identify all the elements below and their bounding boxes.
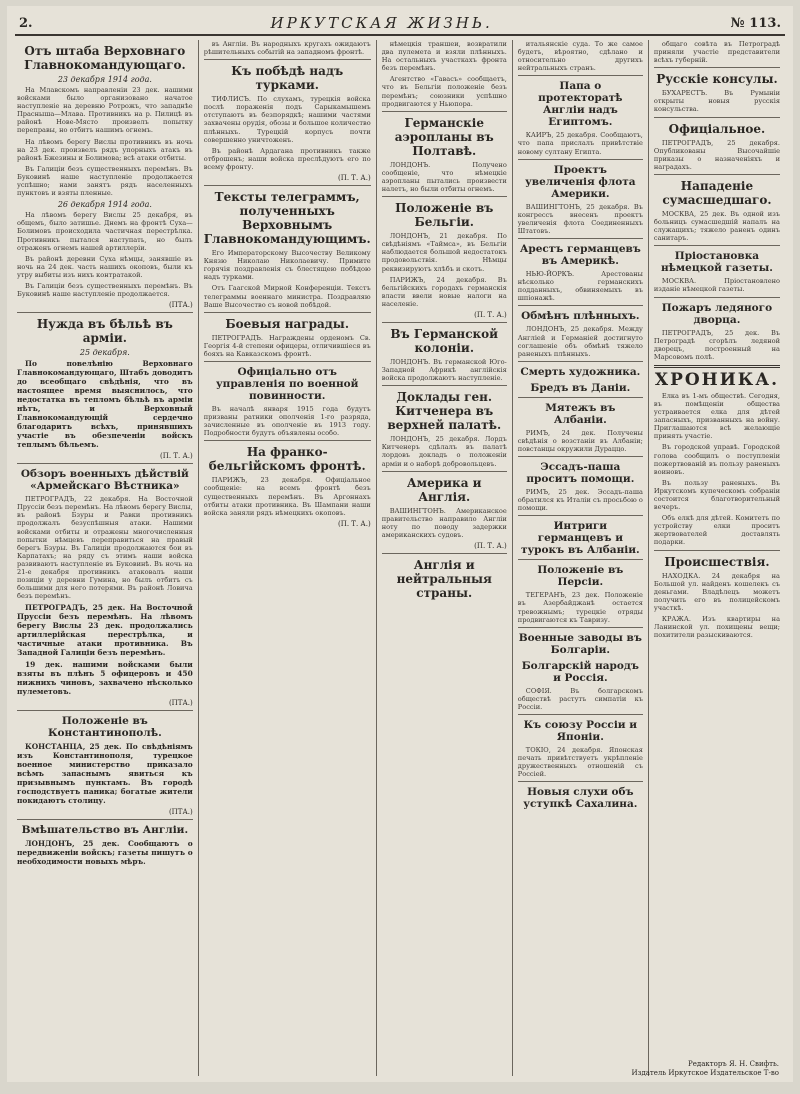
column-4 xyxy=(513,40,649,1076)
article-heading: Пріостановка нѣмецкой газеты. xyxy=(660,250,773,275)
article-heading: Офиціальное. xyxy=(668,121,766,136)
article-paragraph: На лѣвомъ берегу Вислы 25 декабря, въ общемъ, было затишье. Днемъ на фронтѣ Сухa—Болимовъ происходила частичная перестрѣлка. Противникъ пытался наступать, но былъ отраженъ огнемъ нашей артиллеріи. xyxy=(17,211,193,252)
article-heading: Проектъ увеличенія флота Америки. xyxy=(525,163,636,200)
divider xyxy=(17,710,193,711)
divider xyxy=(17,819,193,820)
article-paragraph: РИМЪ, 25 дек. Эссадъ-паша обратился къ Италіи съ просьбою о помощи. xyxy=(517,488,643,513)
article-paragraph: ВАШИНГТОНЪ. Американское правительство направило Англіи ноту по поводу задержки американскихъ судовъ. xyxy=(381,506,507,539)
article-paragraph: БУХАРЕСТЪ. Въ Румыніи открыты новыя русскія консульства. xyxy=(653,89,780,114)
article-paragraph: ПЕТРОГРАДЪ, 22 декабря. На Восточной Пруссіи безъ перемѣнъ. На лѣвомъ берегу Вислы, въ районѣ Бзуры и Равки противникъ продолжалъ безуспѣшныя атаки. Нашими войсками отбиты и отражены многочисленныя попытки нѣмцевъ переправиться на правый берегъ Бзуры. Въ Галиціи продолжаются бои въ Карпатахъ; на ряду съ этимъ наши войска развиваютъ наступленіе въ Буковинѣ. Въ ночь на 21-е декабря противникъ атаковалъ наши позиціи у деревни Гумина, но былъ отбитъ съ большими для него потерями. Въ районѣ Ловича безъ перемѣнъ. xyxy=(17,495,193,601)
article-heading: Происшествія. xyxy=(664,554,770,569)
article-paragraph: Объ елкѣ для дѣтей. Комитетъ по устройству елки проситъ жертвователей доставлять подарки. xyxy=(653,514,780,547)
source-tag: (П. Т. А.) xyxy=(474,310,507,319)
article-heading: Къ союзу Россіи и Японіи. xyxy=(523,719,638,743)
article-heading: Тексты телеграммъ, полученныхъ Верховнымъ Главнокомандующимъ. xyxy=(203,190,371,247)
article-heading: На франко-бельгійскомъ фронтѣ. xyxy=(208,445,366,474)
article-paragraph: ПАРИЖЪ, 24 декабря. Въ бельгійскихъ городахъ германскія власти ввели новые налоги на населеніе. xyxy=(381,275,507,308)
article-heading: Къ побѣдѣ надъ турками. xyxy=(231,64,344,93)
article-heading: Офиціально отъ управленія по военной повинности. xyxy=(215,365,359,402)
article-heading: Военные заводы въ Болгаріи. xyxy=(518,631,642,656)
article-paragraph: Въ Галиціи безъ существенныхъ перемѣнъ. Въ Буковинѣ наше наступленіе продолжается успѣшно; нами занятъ рядъ населенныхъ пунктовъ и взяты пленные. xyxy=(17,164,193,198)
article-paragraph: НЬЮ-ЙОРКЪ. Арестованы нѣсколько германскихъ подданныхъ, обвиняемыхъ въ шпіонажѣ. xyxy=(517,270,643,303)
article-paragraph: На Млавскомъ направленіи 23 дек. нашими войсками было организовано начатое наступленіе на деревню Ротрожъ, что западнѣе Прасныша—Млава. Противникъ на р. Пилицѣ въ районѣ Нове-Място произвелъ попытку переправы, но отбитъ нашимъ огнемъ. xyxy=(17,86,193,135)
divider xyxy=(382,385,507,386)
source-tag: (ПТА.) xyxy=(168,808,193,817)
article-heading: Смерть художника. xyxy=(520,365,641,378)
article-heading: Нападеніе сумасшедшаго. xyxy=(662,178,772,207)
article-paragraph: МОСКВА. Пріостановлено изданіе нѣмецкой газеты. xyxy=(653,277,780,294)
article-paragraph: ЛОНДОНЪ, 25 декабря. Между Англіей и Германіей достигнуто соглашеніе объ обмѣнѣ тяжело раненыхъ плѣнныхъ. xyxy=(517,325,643,358)
source-tag: (П. Т. А.) xyxy=(160,452,193,461)
newspaper-page xyxy=(7,6,793,1082)
divider xyxy=(382,471,507,472)
article-paragraph: Елка въ 1-мъ обществѣ. Сегодня, въ помѣщеніи общества устраивается елка для дѣтей запасныхъ, призванныхъ на войну. Приглашаются всѣ желающіе принять участіе. xyxy=(653,391,780,441)
article-paragraph: Въ пользу раненыхъ. Въ Иркутскомъ купеческомъ собраніи состоится благотворительный вечеръ. xyxy=(653,478,780,512)
divider xyxy=(518,627,643,628)
article-paragraph: Отъ Гаагской Мирной Конференціи. Текстъ телеграммы военнаго министра. Поздравляю Ваше Высочество съ новой побѣдой. xyxy=(203,284,371,309)
divider xyxy=(518,781,643,782)
divider xyxy=(204,59,371,60)
article-paragraph: НАХОДКА. 24 декабря на Большой ул. найденъ кошелекъ съ деньгами. Владѣлецъ можетъ получить его въ полицейскомъ участкѣ. xyxy=(653,571,780,612)
article-paragraph: въ Англіи. Въ народныхъ кругахъ ожидаютъ рѣшительныхъ событій на западномъ фронтѣ. xyxy=(203,40,371,57)
article-heading: Положеніе въ Бельгіи. xyxy=(395,201,494,230)
article-heading: Въ Германской колоніи. xyxy=(390,326,499,355)
article-paragraph: Въ городской управѣ. Городской голова сообщилъ о поступленіи пожертвованій въ пользу раненыхъ воиновъ. xyxy=(653,443,780,476)
column-5 xyxy=(649,40,785,1076)
divider xyxy=(654,174,780,175)
source-tag: (П. Т. А.) xyxy=(338,519,371,528)
article-paragraph: 19 дек. нашими войсками были взяты въ плѣнъ 5 офицеровъ и 450 нижнихъ чиновъ, захвачено нѣсколько пулеметовъ. xyxy=(17,660,193,697)
column-3 xyxy=(377,40,513,1076)
divider xyxy=(654,297,780,298)
divider xyxy=(382,111,507,112)
article-heading: Пожаръ ледяного дворца. xyxy=(661,301,773,326)
divider xyxy=(204,185,371,186)
article-paragraph: ПЕТРОГРАДЪ, 25 декабря. Опубликованы Высочайшіе приказы о назначеніяхъ и наградахъ. xyxy=(653,138,780,171)
article-paragraph: ЛОНДОНЪ, 25 дек. Сообщаютъ о передвиженіи войскъ; газеты пишутъ о необходимости новыхъ мѣръ. xyxy=(17,839,193,867)
section-heading: ХРОНИКА. xyxy=(654,369,780,390)
article-paragraph: Агентство «Гавасъ» сообщаетъ, что въ Бельгіи положеніе безъ перемѣнъ; союзники успѣшно продвигаются у Ньюпора. xyxy=(381,75,507,108)
article-date: 23 декабря 1914 года. xyxy=(57,75,152,84)
article-paragraph: Въ Галиціи безъ существенныхъ перемѣнъ. Въ Буковинѣ наше наступленіе продолжается. xyxy=(17,281,193,299)
columns xyxy=(15,40,785,1076)
divider xyxy=(17,463,193,464)
divider xyxy=(518,361,643,362)
divider xyxy=(654,245,780,246)
article-date: 25 декабря. xyxy=(79,348,130,358)
article-paragraph: ТЕГЕРАНЪ, 23 дек. Положеніе въ Азербайджанѣ остается тревожнымъ; турецкіе отряды продвигаются къ Тавризу. xyxy=(517,591,643,624)
source-tag: (ПТА.) xyxy=(168,699,193,708)
article-paragraph: Въ районѣ деревни Суха нѣмцы, занявшіе въ ночь на 24 дек. часть нашихъ окоповъ, были къ утру выбиты изъ нихъ контратакой. xyxy=(17,254,193,279)
article-paragraph: КОНСТАНЦА, 25 дек. По свѣдѣніямъ изъ Константинополя, турецкое военное министерство приказало всѣмъ запаснымъ явиться къ призывнымъ пунктамъ. Въ городѣ господствуетъ паника; богатые жители покидаютъ столицу. xyxy=(17,742,193,806)
article-heading: Эссадъ-паша проситъ помощи. xyxy=(526,461,635,486)
divider xyxy=(518,397,643,398)
article-heading: Арестъ германцевъ въ Америкѣ. xyxy=(519,243,641,268)
article-heading: Отъ штаба Верховнаго Главнокомандующаго. xyxy=(24,44,186,72)
divider xyxy=(204,440,371,441)
article-heading: Боевыя награды. xyxy=(225,316,349,331)
article-paragraph: ВАШИНГТОНЪ, 25 декабря. Въ конгрессъ внесенъ проектъ увеличенія флота Соединенныхъ Штатовъ. xyxy=(517,202,643,235)
divider xyxy=(518,559,643,560)
source-tag: (П. Т. А.) xyxy=(474,542,507,550)
divider xyxy=(518,515,643,516)
article-paragraph: СОФІЯ. Въ болгарскомъ обществѣ растутъ симпатіи къ Россіи. xyxy=(517,686,643,711)
article-paragraph: КАИРЪ, 25 декабря. Сообщаютъ, что папа прислалъ привѣтствіе новому султану Египта. xyxy=(517,131,643,156)
article-paragraph: ЛОНДОНЪ, 21 декабря. По свѣдѣніямъ «Таймса», въ Бельгіи наблюдается большой недостатокъ продовольствія. Нѣмцы реквизируютъ хлѣбъ и скотъ. xyxy=(381,232,507,273)
article-heading: Положеніе въ Персіи. xyxy=(537,564,624,589)
editor-line: Редакторъ Я. Н. Свифть. xyxy=(688,1060,779,1068)
article-paragraph: Въ началѣ января 1915 года будутъ призваны ратники ополченія 1-го разряда, зачисленные въ ополченіе въ 1913 году. Подробности будутъ объявлены особо. xyxy=(203,404,371,438)
divider xyxy=(654,67,780,68)
divider xyxy=(204,361,371,362)
article-heading: Русскіе консулы. xyxy=(656,72,778,87)
article-paragraph: КРАЖА. Изъ квартиры на Ланинской ул. похищены вещи; похитители разыскиваются. xyxy=(653,615,780,640)
article-paragraph: По повелѣнію Верховнаго Главнокомандующаго, Штабъ доводитъ до всеобщаго свѣдѣнія, что въ настоящее время выяснилось, что недостатка въ тепломъ бѣльѣ въ арміи нѣтъ, и Верховный Главнокомандующій сердечно благодаритъ всѣхъ, принявшихъ участіе въ обезпеченіи войскъ теплымъ бѣльемъ. xyxy=(17,359,193,450)
article-heading: Обмѣнъ плѣнныхъ. xyxy=(521,310,640,323)
article-paragraph: Его Императорскому Высочеству Великому Князю Николаю Николаевичу. Примите горячія поздравленія съ блестящею побѣдою надъ турками. xyxy=(203,249,371,282)
article-paragraph: ПЕТРОГРАДЪ. Награждены орденомъ Св. Георгія 4-й степени офицеры, отличившіеся въ бояхъ на Кавказскомъ фронтѣ. xyxy=(203,333,371,358)
divider xyxy=(654,117,780,118)
article-paragraph: итальянскіе суда. То же самое будетъ, вѣроятно, сдѣлано и относительно другихъ нейтральныхъ странъ. xyxy=(517,40,643,73)
divider xyxy=(518,159,643,160)
article-paragraph: ЛОНДОНЪ, 25 декабря. Лордъ Китченеръ сдѣлалъ въ палатѣ лордовъ докладъ о положеніи арміи и о наборѣ добровольцевъ. xyxy=(381,435,507,468)
article-date: 26 декабря 1914 года. xyxy=(57,200,152,210)
source-tag: (П. Т. А.) xyxy=(338,174,371,183)
divider xyxy=(382,196,507,197)
issue-number: № 113. xyxy=(730,15,781,31)
article-heading: Бредъ въ Даніи. xyxy=(530,381,631,394)
page-number: 2. xyxy=(19,15,33,31)
article-heading: Обзоръ военныхъ дѣйствій «Армейскаго Вѣстника» xyxy=(20,468,189,493)
article-paragraph: МОСКВА, 25 дек. Въ одной изъ больницъ сумасшедшій напалъ на служащихъ; тяжело раненъ одинъ санитаръ. xyxy=(653,209,780,243)
article-heading: Вмѣшательство въ Англіи. xyxy=(21,824,189,837)
divider xyxy=(204,312,371,313)
divider xyxy=(518,305,643,306)
column-1 xyxy=(15,40,199,1076)
article-heading: Германскіе аэропланы въ Полтавѣ. xyxy=(394,115,494,158)
divider xyxy=(518,714,643,715)
article-paragraph: нѣмецкія траншеи, возвратили два пулемета и взяли плѣнныхъ. На остальныхъ участкахъ фронта безъ перемѣнъ. xyxy=(381,40,507,73)
article-heading: Мятежъ въ Албаніи. xyxy=(545,401,616,426)
divider xyxy=(17,312,193,313)
divider xyxy=(518,75,643,76)
newspaper-title: ИРКУТСКАЯ ЖИЗНЬ. xyxy=(270,14,493,32)
divider xyxy=(654,550,780,551)
article-paragraph: РИМЪ, 24 дек. Получены свѣдѣнія о возстаніи въ Албаніи; повстанцы окружили Дураццо. xyxy=(517,428,643,453)
divider xyxy=(518,456,643,457)
article-paragraph: ТОКІО, 24 декабря. Японская печать привѣтствуетъ укрѣпленіе дружественныхъ отношеній съ Россіей. xyxy=(517,746,643,779)
article-paragraph: ПАРИЖЪ, 23 декабря. Офиціальное сообщеніе: на всемъ фронтѣ безъ существенныхъ перемѣнъ. Въ Аргоннахъ отбиты атаки противника. Въ Шампани наши войска заняли рядъ нѣмецкихъ окоповъ. xyxy=(203,476,371,517)
publisher-line: Издатель Иркутское Издательское Т-во xyxy=(631,1069,779,1077)
article-paragraph: ПЕТРОГРАДЪ, 25 дек. Въ Петроградѣ сгорѣлъ ледяной дворецъ, построенный на Марсовомъ полѣ. xyxy=(653,328,780,361)
article-heading: Англія и нейтральныя страны. xyxy=(396,558,492,600)
article-paragraph: ПЕТРОГРАДЪ, 25 дек. На Восточной Пруссіи безъ перемѣнъ. На лѣвомъ берегу Вислы 23 дек. продолжались артиллерійская перестрѣлка, и частичные атаки противника. Въ Западной Галиціи безъ перемѣнъ. xyxy=(17,603,193,658)
source-tag: (ПТА.) xyxy=(168,301,193,310)
masthead xyxy=(15,12,785,36)
article-heading: Папа о протекторатѣ Англіи надъ Египтомъ. xyxy=(538,80,623,129)
article-paragraph: На лѣвомъ берегу Вислы противникъ въ ночь на 23 дек. произвелъ рядъ упорныхъ атакъ въ районѣ Бжезины и Болимова; всѣ атаки отбиты. xyxy=(17,137,193,162)
article-heading: Америка и Англія. xyxy=(406,475,482,504)
article-paragraph: Въ районѣ Ардагана противникъ также отброшенъ; наши войска преслѣдуютъ его по всему фронту. xyxy=(203,146,371,171)
column-2 xyxy=(199,40,377,1076)
article-paragraph: ТИФЛИСЪ. По слухамъ, турецкія войска послѣ пораженія подъ Сарыкамышемъ отступаютъ въ безпорядкѣ; нашими частями захвачены орудія, обозы и большое количество плѣнныхъ. Турецкій корпусъ почти совершенно уничтоженъ. xyxy=(203,95,371,144)
article-heading: Интриги германцевъ и турокъ въ Албаніи. xyxy=(520,520,640,557)
divider xyxy=(382,553,507,554)
divider xyxy=(518,238,643,239)
article-paragraph: ЛОНДОНЪ. Получено сообщеніе, что нѣмецкіе аэропланы пытались произвести налетъ, но были отбиты огнемъ. xyxy=(381,160,507,194)
divider xyxy=(382,322,507,323)
article-heading: Нужда въ бѣльѣ въ арміи. xyxy=(36,317,173,346)
section-divider xyxy=(654,365,780,368)
article-heading: Болгарскій народъ и Россія. xyxy=(521,659,639,684)
article-paragraph: общаго совѣта въ Петроградѣ приняли участіе представители всѣхъ губерній. xyxy=(653,40,780,65)
article-heading: Новыя слухи объ уступкѣ Сахалина. xyxy=(523,786,638,811)
imprint xyxy=(632,1060,779,1078)
article-heading: Доклады ген. Китченера въ верхней палатѣ. xyxy=(387,390,502,433)
article-paragraph: ЛОНДОНЪ. Въ германской Юго-Западной Африкѣ англійскія войска продолжаютъ наступленіе. xyxy=(381,357,507,383)
article-heading: Положеніе въ Константинополѣ. xyxy=(47,715,162,740)
